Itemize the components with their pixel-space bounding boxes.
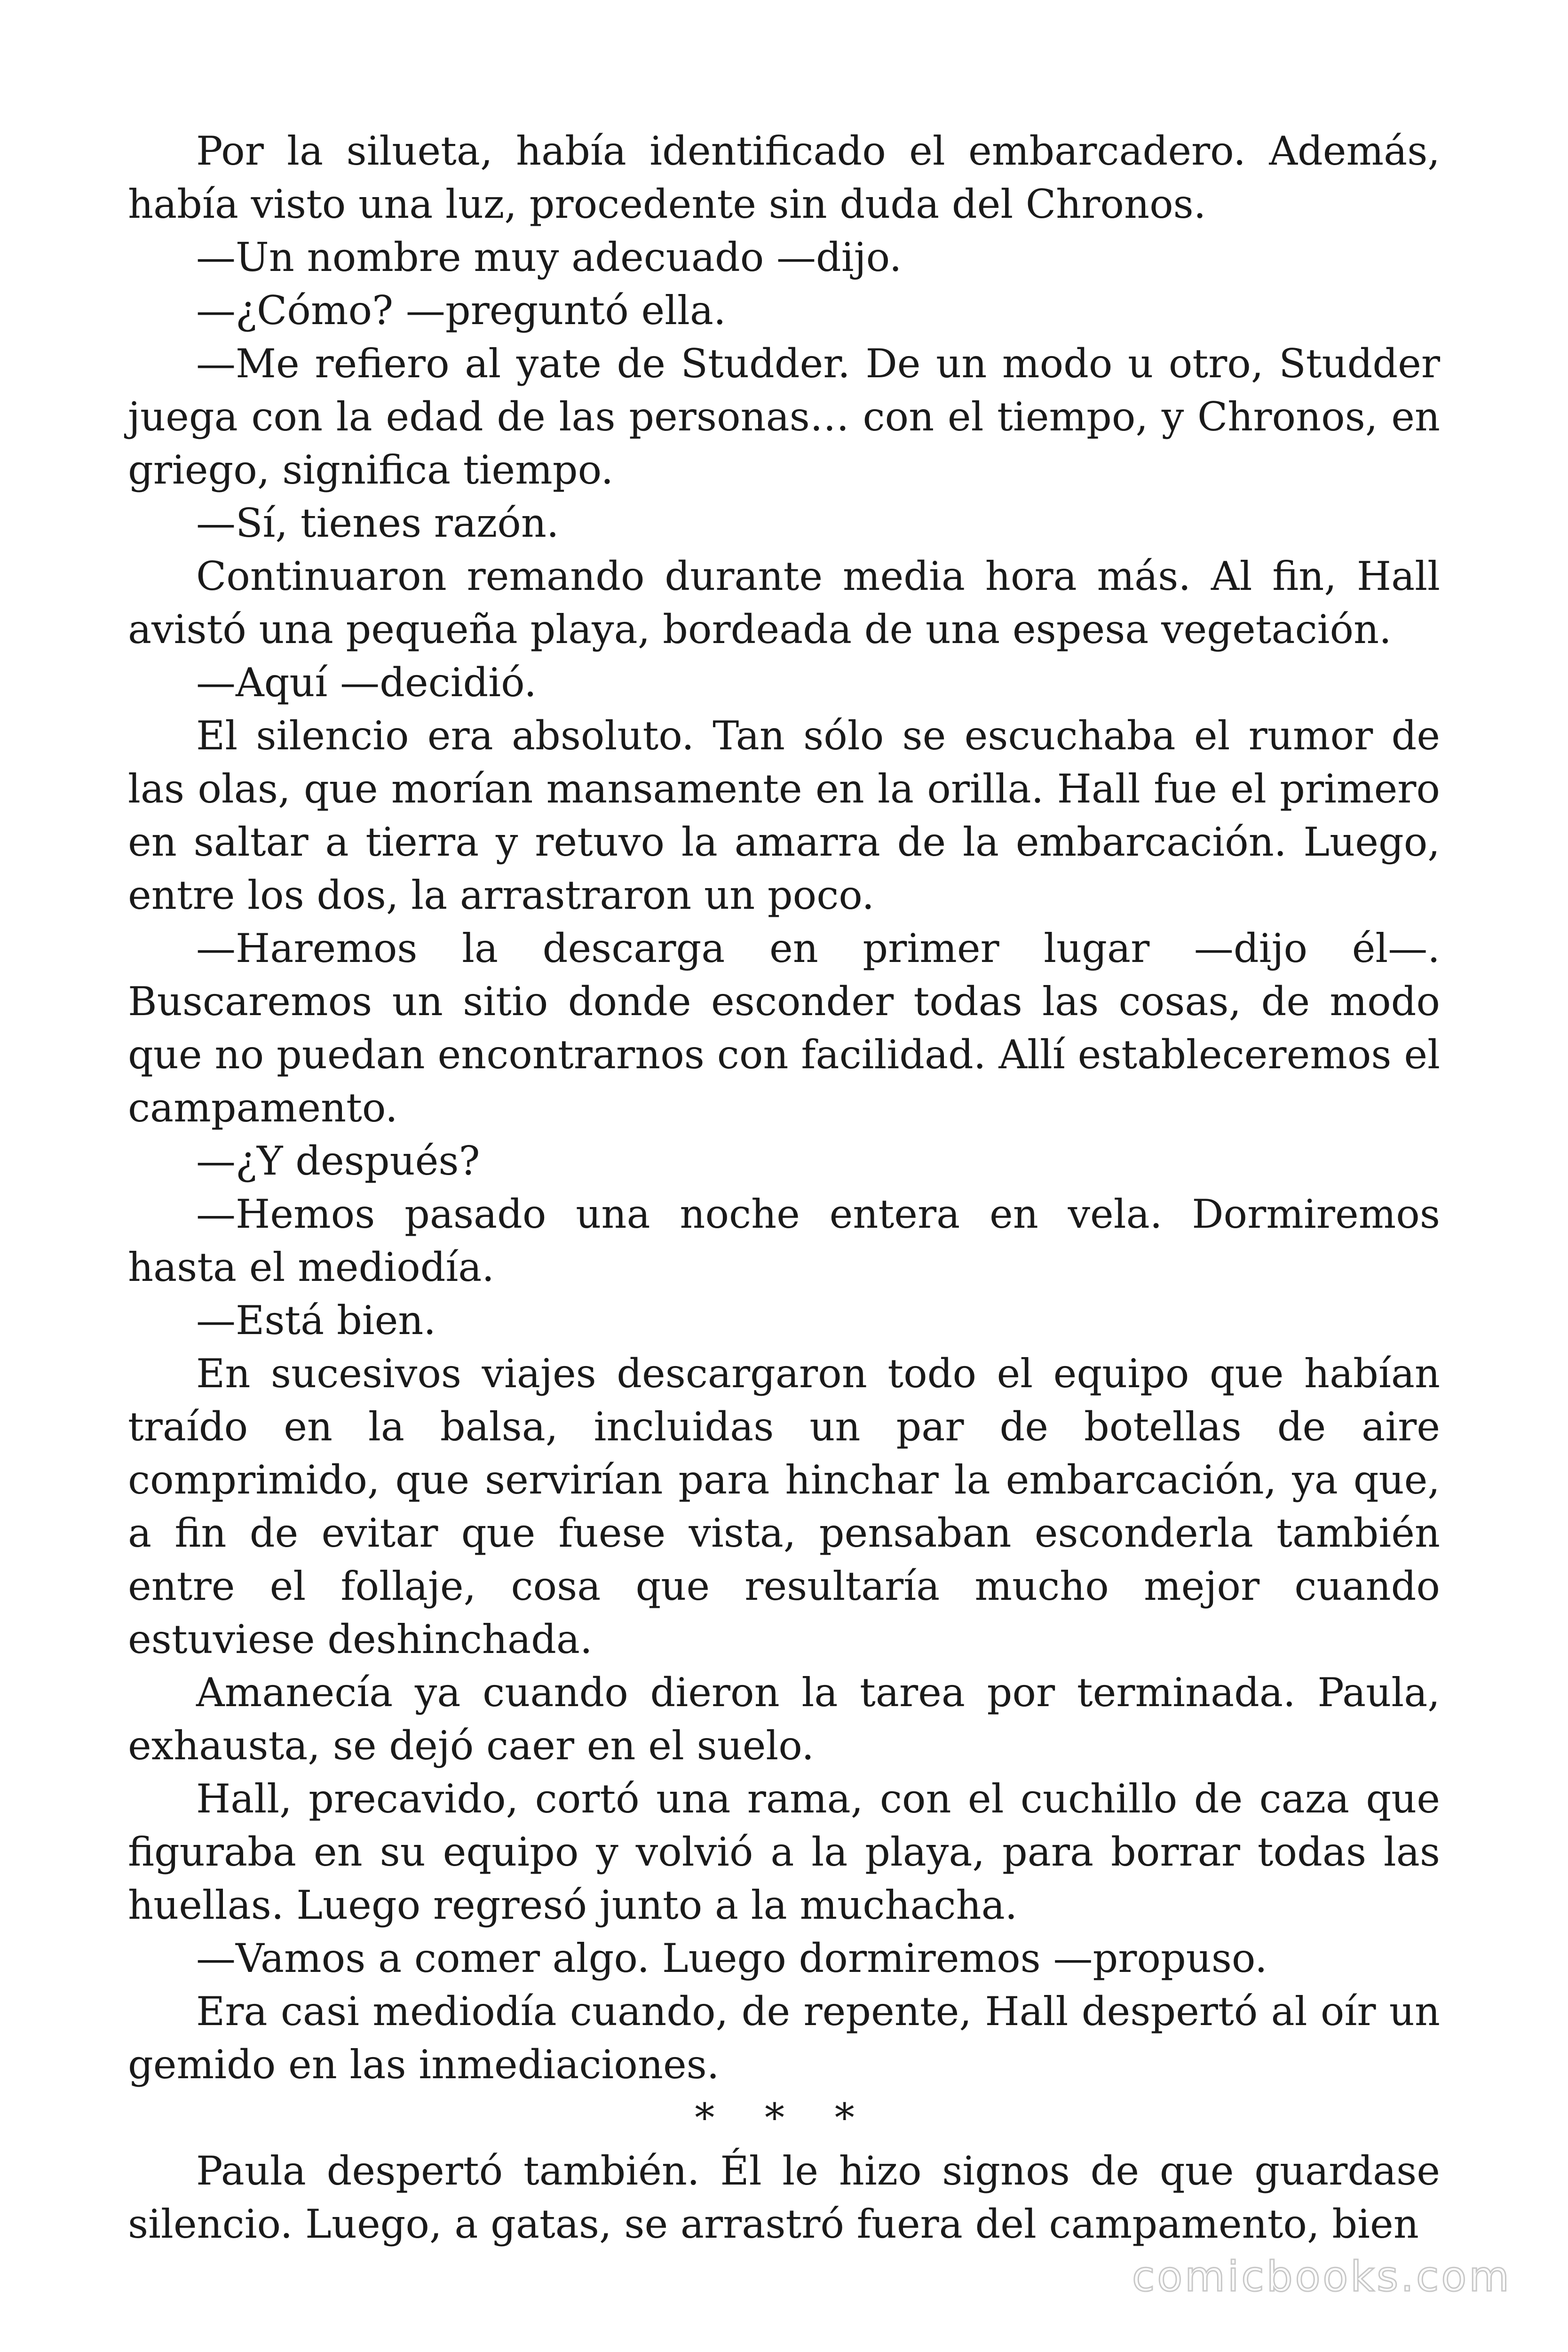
watermark: comicbooks.com bbox=[1132, 2252, 1512, 2301]
paragraph: —Vamos a comer algo. Luego dormiremos —propuso. bbox=[196, 1935, 1267, 1981]
paragraph: —Haremos la descarga en primer lugar —dijo él—. Buscaremos un sitio donde esconder todas las cosas, de modo que no puedan encontrarnos con facilidad. Allí estableceremos el campamento. bbox=[128, 925, 1440, 1131]
scene-break: * * * bbox=[695, 2095, 873, 2141]
paragraph: El silencio era absoluto. Tan sólo se escuchaba el rumor de las olas, que morían mansamente en la orilla. Hall fue el primero en saltar a tierra y retuvo la amarra de la embarcación. Luego, entre los dos, la arrastraron un poco. bbox=[128, 713, 1440, 918]
paragraph: —Un nombre muy adecuado —dijo. bbox=[196, 234, 902, 280]
paragraph: —Sí, tienes razón. bbox=[196, 500, 559, 546]
paragraph: —¿Y después? bbox=[196, 1138, 480, 1184]
paragraph: En sucesivos viajes descargaron todo el equipo que habían traído en la balsa, incluidas un par de botellas de aire comprimido, que servirían para hinchar la embarcación, ya que, a fin de evitar que fuese vista, pensaban esconderla también entre el follaje, cosa que resultaría mucho mejor cuando estuviese deshinchada. bbox=[128, 1351, 1440, 1662]
page-body-text bbox=[128, 125, 1440, 2251]
paragraph: Hall, precavido, cortó una rama, con el cuchillo de caza que figuraba en su equipo y volvió a la playa, para borrar todas las huellas. Luego regresó junto a la muchacha. bbox=[128, 1776, 1440, 1928]
paragraph: Era casi mediodía cuando, de repente, Hall despertó al oír un gemido en las inmediaciones. bbox=[128, 1988, 1440, 2088]
paragraph: —Está bien. bbox=[196, 1297, 436, 1343]
paragraph: —Aquí —decidió. bbox=[196, 660, 537, 706]
paragraph: Por la silueta, había identificado el embarcadero. Además, había visto una luz, procedente sin duda del Chronos. bbox=[128, 128, 1440, 227]
paragraph: —¿Cómo? —preguntó ella. bbox=[196, 287, 726, 334]
paragraph: —Hemos pasado una noche entera en vela. Dormiremos hasta el mediodía. bbox=[128, 1191, 1440, 1290]
paragraph: Continuaron remando durante media hora más. Al fin, Hall avistó una pequeña playa, bordeada de una espesa vegetación. bbox=[128, 553, 1440, 652]
paragraph: —Me refiero al yate de Studder. De un modo u otro, Studder juega con la edad de las personas… con el tiempo, y Chronos, en griego, significa tiempo. bbox=[128, 341, 1440, 493]
paragraph: Amanecía ya cuando dieron la tarea por terminada. Paula, exhausta, se dejó caer en el suelo. bbox=[128, 1669, 1440, 1769]
paragraph: Paula despertó también. Él le hizo signos de que guardase silencio. Luego, a gatas, se arrastró fuera del campamento, bien bbox=[128, 2148, 1440, 2247]
